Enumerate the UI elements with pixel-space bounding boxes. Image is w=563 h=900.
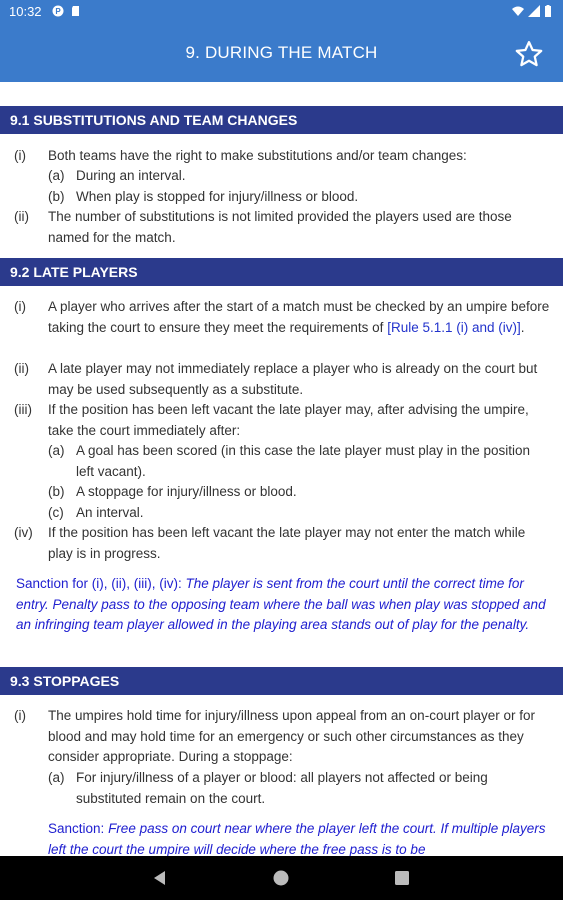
rules-content[interactable]: 9.1 SUBSTITUTIONS AND TEAM CHANGES (i) Both teams have the right to make substitutions and/or team changes: (a) During an interval. (b) When play is stopped for injury/illness or blood. (ii) The number of substitutions is not limited provided the players used are those named for the match. 9.2 LATE PLAYERS (i) A player who arrives after the start of a match must be checked by an umpire before taking the court to ensure they meet the requirements of [Rule 5.1.1 (i) and (iv)]. (ii) A late player may not immediately replace a player who is already on the court but may be used subsequently as a substitute. (iii) If the position has been left vacant the late player may, after advising the umpire, take the court immediately after: (a) A goal has been scored (in this case the late player must play in the position left vacant). (b) A stoppage for injury/illness or blood. (c) An interval. (iv) If the position has been left vacant the late player may not enter the match while play is in progress. Sanction for (i), (ii), (iii), (iv): The player is sent from the court until the correct time for entry. Penalty pass to the opposing team where the ball was when play was stopped and an infringing team player allowed in the playing area stands out of play for the penalty. 9.3 STOPPAGES (i) The umpires hold time for injury/illness upon appeal from an on-court player or for blood and may hold time for an emergency or such other circumstances as they consider appropriate. During a stoppage: (a) For injury/illness of a player or blood: all players not affected or being substituted remain on the court. Sanction: Free pass on court near where the player left the court. If multiple players left the court the umpire will decide where the free pass is to be: [0, 82, 563, 856]
section-header-9-3: 9.3 STOPPAGES: [0, 667, 563, 695]
wifi-icon: [512, 5, 524, 17]
notification-icon: [52, 5, 64, 17]
page-title: 9. DURING THE MATCH: [185, 43, 378, 62]
section-header-9-2: 9.2 LATE PLAYERS: [0, 258, 563, 286]
nav-back-icon[interactable]: [151, 869, 169, 887]
nav-home-icon[interactable]: [272, 869, 290, 887]
rule-link[interactable]: [Rule 5.1.1 (i) and (iv)]: [387, 319, 521, 335]
battery-icon: [544, 5, 552, 17]
sd-card-icon: [70, 5, 82, 17]
status-time: 10:32: [9, 4, 42, 19]
system-nav-bar: [0, 856, 563, 900]
app-bar: [0, 24, 563, 82]
sanction-note: Sanction: Free pass on court near where the player left the court. If multiple players left the court the umpire will decide where the free pass is to be: [48, 821, 546, 856]
status-bar: [0, 0, 563, 24]
star-outline-icon[interactable]: [514, 39, 544, 69]
signal-icon: [528, 5, 540, 17]
section-header-9-1: 9.1 SUBSTITUTIONS AND TEAM CHANGES: [0, 106, 563, 134]
sanction-note: Sanction for (i), (ii), (iii), (iv): The player is sent from the court until the correct time for entry. Penalty pass to the opposing team where the ball was when play was stopped and an infringing team player allowed in the playing area stands out of play for the penalty.: [16, 576, 546, 632]
svg-text:P: P: [55, 7, 61, 16]
nav-recents-icon[interactable]: [393, 869, 411, 887]
